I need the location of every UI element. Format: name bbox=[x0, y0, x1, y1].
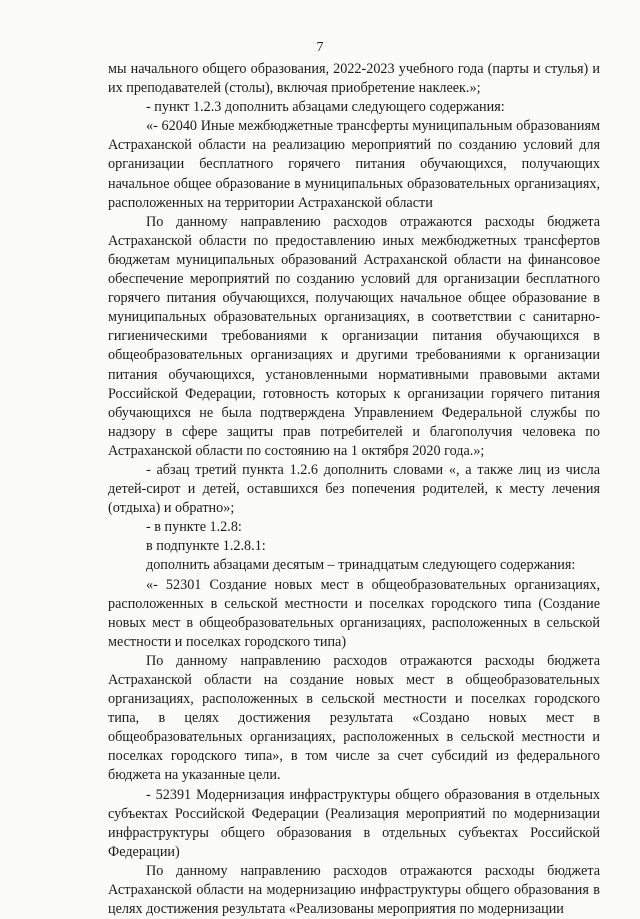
document-body bbox=[108, 60, 600, 919]
paragraph-52391-description: По данному направлению расходов отражаются расходы бюджета Астраханской области на модернизацию инфраструктуры общего образования в целях достижения результата «Реализованы мероприятия по модернизации bbox=[108, 862, 600, 918]
paragraph-code-52391: - 52391 Модернизация инфраструктуры общего образования в отдельных субъектах Российской Федерации (Реализация мероприятий по модернизации инфраструктуры общего образования в отдельных субъектах Российской Федерации) bbox=[108, 786, 600, 860]
paragraph-amendment-1-2-3: - пункт 1.2.3 дополнить абзацами следующего содержания: bbox=[146, 99, 505, 116]
paragraph-62040-description: По данному направлению расходов отражаются расходы бюджета Астраханской области по предоставлению иных межбюджетных трансфертов бюджетам муниципальных образований Астраханской области на финансовое обеспечение мероприятий по созданию условий для организации бесплатного горячего питания обучающихся, получающих начальное общее образование в муниципальных образовательных организациях, в соответствии с санитарно-гигиеническими требованиями к организации питания обучающихся в общеобразовательных организациях и другими требованиями к организации питания обучающихся, установленными нормативными правовыми актами Российской Федерации, готовность которых к организации горячего питания обучающихся не была подтверждена Управлением Федеральной службы по надзору в сфере защиты прав потребителей и благополучия человека по Астраханской области по состоянию на 1 октября 2020 года.»; bbox=[108, 213, 600, 459]
paragraph-code-62040: «- 62040 Иные межбюджетные трансферты муниципальным образованиям Астраханской области на реализацию мероприятий по созданию условий для организации бесплатного горячего питания обучающихся, получающих начальное общее образование в муниципальных образовательных организациях, расположенных на территории Астраханской области bbox=[108, 118, 600, 211]
page-number: 7 bbox=[316, 40, 324, 55]
paragraph-amendment-1-2-8: - в пункте 1.2.8: bbox=[146, 519, 242, 536]
paragraph-52301-description: По данному направлению расходов отражаются расходы бюджета Астраханской области на создание новых мест в общеобразовательных организациях, расположенных в сельской местности и поселках городского типа, в целях достижения результата «Создано новых мест в общеобразовательных организациях, расположенных в сельской местности и поселках городского типа», в том числе за счет субсидий из федерального бюджета на указанные цели. bbox=[108, 652, 600, 784]
paragraph-code-52301: «- 52301 Создание новых мест в общеобразовательных организациях, расположенных в сельской местности и поселках городского типа (Создание новых мест в общеобразовательных организациях, расположенных в сельской местности и поселках городского типа) bbox=[108, 576, 600, 650]
paragraph-add-clauses: дополнить абзацами десятым – тринадцатым следующего содержания: bbox=[146, 557, 576, 574]
paragraph-subitem-1-2-8-1: в подпункте 1.2.8.1: bbox=[146, 538, 266, 555]
paragraph-continuation: мы начального общего образования, 2022-2023 учебного года (парты и стулья) и их преподавателей (столы), включая приобретение наклеек.»; bbox=[108, 61, 600, 97]
paragraph-amendment-1-2-6: - абзац третий пункта 1.2.6 дополнить словами «, а также лиц из числа детей-сирот и детей, оставшихся без попечения родителей, к месту лечения (отдыха) и обратно»; bbox=[108, 461, 600, 517]
